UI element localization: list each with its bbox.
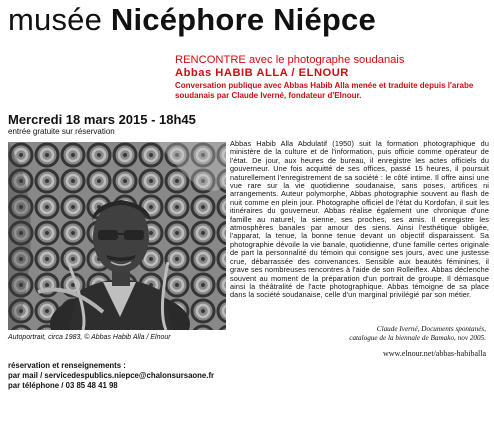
- museum-logo: [8, 0, 376, 40]
- event-date: Mercredi 18 mars 2015 - 18h45: [8, 112, 196, 127]
- museum-prefix: musée: [8, 2, 103, 37]
- reservation-title: réservation et renseignements :: [8, 361, 126, 370]
- article-body: Abbas Habib Alla Abdulatif (1950) suit la formation photographique du ministère de la culture et de l'information, puis officie comme opérateur de l'état. De jour, aux heures de bureau, il enregistre les actes officiels du gouverneur. Une fois acquitté de ses offices, passé 15 heures, il poursuit naturellement l'enregistrement de sa société : le côté intime. Il offre ainsi une vue rare sur la vie quotidienne soudanaise, sans poses, artifices ni arrangements. Auteur polymorphe, Abbas photographie souvent au flash de nuit comme en plein jour. Photographe officiel de l'état du Kordofan, il suit les itinéraires du gouverneur. Abbas réalise également une chronique d'une famille au naturel, la sienne, ses proches, ses amis. Il enregistre les atmosphères banales par amour des siens. Ainsi l'esthétique obligée, l'apparat, la tenue, la bonne tenue devant un objectif disparaissent. Sa photographie dévoile la vie banale, quotidienne, d'une famille certes originale de part la personnalité du témoin qui consigne ses jours, avec une justesse crue, débarrassée des convenances. Sensible aux beautés féminines, il grave ses nombreuses rencontres à l'aide de son Rolleiflex. Abbas déclenche souvent au moment de la préparation d'un portrait de groupe. Il démasque ainsi la théâtralité de l'acte photographique. Abbas témoigne de sa place dans la société soudanaise, celle d'un marginal privilégié par son métier.: [230, 139, 489, 300]
- elnour-link[interactable]: www.elnour.net/abbas-habiballa: [382, 349, 486, 358]
- event-headline: [175, 54, 487, 101]
- credit-line-2: catalogue de la biennale de Bamako, nov 2005.: [349, 334, 486, 342]
- event-description: Conversation publique avec Abbas Habib Alla menée et traduite depuis l'arabe soudanais par Claude Iverné, fondateur d'Elnour.: [175, 81, 474, 100]
- photo-caption: Autoportrait, circa 1983, © Abbas Habib Alla / Elnour: [8, 334, 171, 341]
- entry-info: entrée gratuite sur réservation: [8, 127, 115, 136]
- reservation-info: [8, 361, 214, 391]
- event-photographer: Abbas HABIB ALLA / ELNOUR: [175, 67, 349, 79]
- event-title: RENCONTRE avec le photographe soudanais: [175, 54, 405, 66]
- reservation-email[interactable]: par mail / servicedespublics.niepce@chalonsursaone.fr: [8, 371, 215, 380]
- reservation-phone[interactable]: par téléphone / 03 85 48 41 98: [8, 381, 118, 390]
- photo-graphic: [8, 142, 226, 330]
- museum-name: Nicéphore Niépce: [110, 2, 376, 37]
- credit-line-1: Claude Iverné, Documents spontanés,: [376, 325, 486, 333]
- article-credit: [250, 325, 486, 343]
